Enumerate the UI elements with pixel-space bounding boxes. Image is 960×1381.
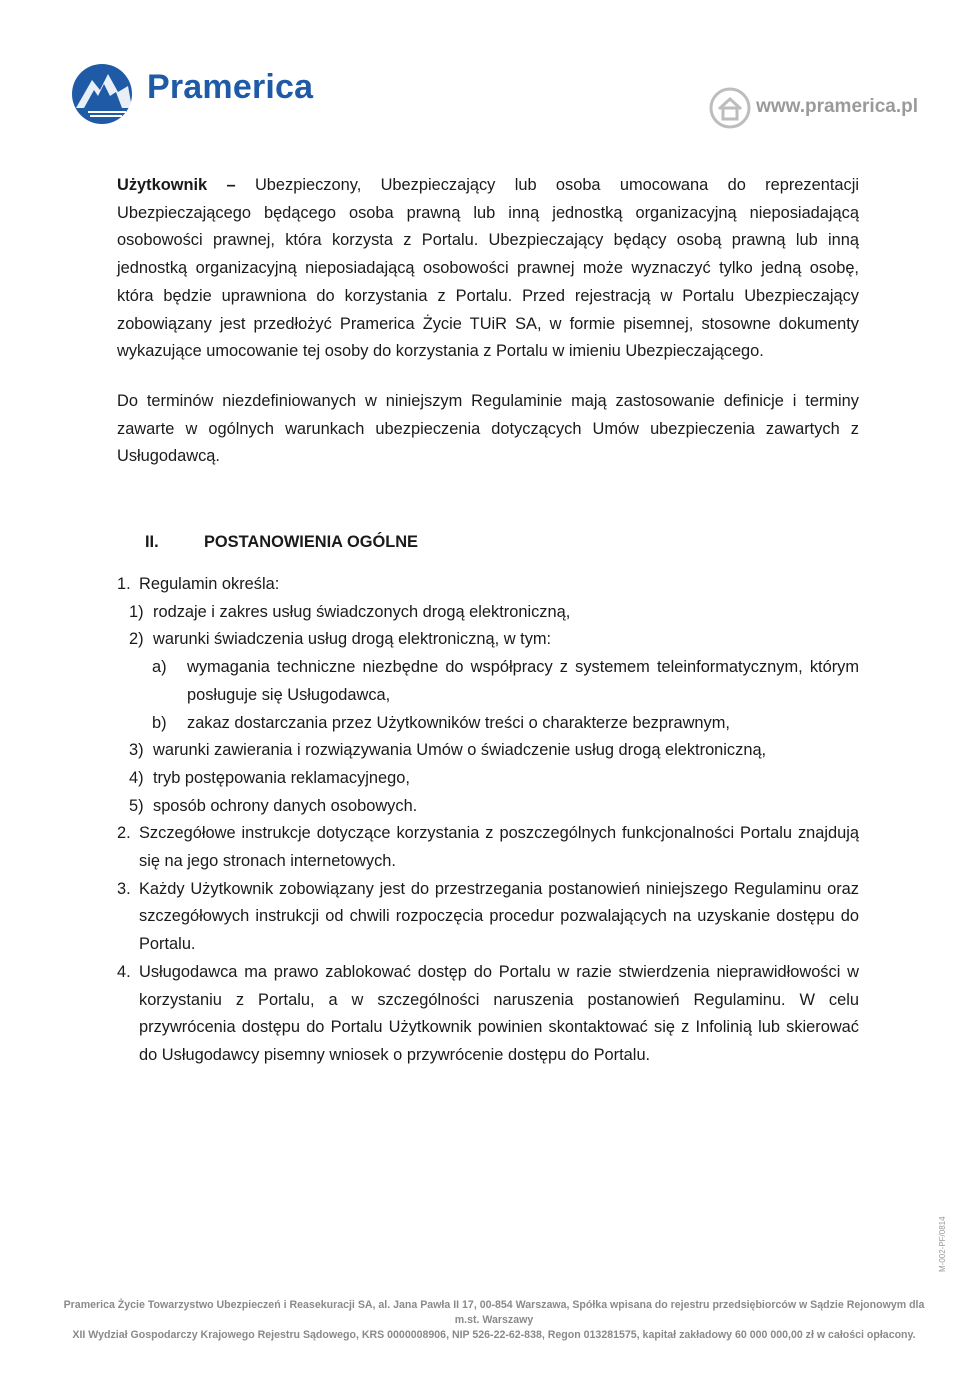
document-code: M-002-PF/0814 (938, 1216, 947, 1272)
sub-sub-item-letter: b) (152, 713, 167, 732)
sub-item-text: sposób ochrony danych osobowych. (153, 796, 418, 815)
sub-sub-item-b (117, 710, 859, 738)
website-url: www.pramerica.pl (756, 96, 918, 117)
sub-item-text: tryb postępowania reklamacyjnego, (153, 768, 410, 787)
footer-line-1: Pramerica Życie Towarzystwo Ubezpieczeń i Reasekuracji SA, al. Jana Pawła II 17, 00-854 Warszawa, Spółka wpisana do rejestru przedsiębiorców w Sądzie Rejonowym dla m.st. Warszawy (63, 1299, 925, 1326)
sub-item-number: 4) (129, 768, 144, 787)
sub-item-5 (117, 793, 859, 821)
sub-item-1 (117, 599, 859, 627)
sub-item-number: 1) (129, 602, 144, 621)
item-number: 3. (117, 879, 131, 898)
sub-item-text: rodzaje i zakres usług świadczonych drogą elektroniczną, (153, 602, 571, 621)
definition-term: Użytkownik (117, 176, 208, 194)
section-number: II. (145, 533, 159, 552)
sub-item-4 (117, 765, 859, 793)
section-heading (117, 529, 859, 571)
sub-item-2 (117, 626, 859, 654)
company-footer (56, 1298, 932, 1343)
list-item-3 (117, 876, 859, 959)
sub-item-text: warunki zawierania i rozwiązywania Umów o świadczenie usług drogą elektroniczną, (153, 741, 767, 760)
footer-line-2: XII Wydział Gospodarczy Krajowego Rejestru Sądowego, KRS 0000008906, NIP 526-22-62-838, Regon 013281575, kapitał zakładowy 60 000 000,00 zł w całości opłacony. (72, 1329, 916, 1341)
brand-name: Pramerica (147, 68, 314, 106)
sub-item-3 (117, 737, 859, 765)
list-item-2 (117, 820, 859, 875)
sub-sub-item-text: zakaz dostarczania przez Użytkowników treści o charakterze bezprawnym, (187, 713, 730, 732)
website-header (708, 86, 918, 130)
user-definition (117, 172, 859, 366)
sub-sub-item-a (117, 654, 859, 709)
definition-text: Ubezpieczony, Ubezpieczający lub osoba umocowana do reprezentacji Ubezpieczającego będącego osoba prawną lub inną jednostką organizacyjną nieposiadającą osobowości prawnej, która korzysta z Portalu. Ubezpieczający będący osobą prawną lub inną jednostką organizacyjną nieposiadającą osobowości prawnej może wyznaczyć tylko jedną osobę, która będzie uprawniona do korzystania z Portalu. Przed rejestracją w Portalu Ubezpieczający zobowiązany jest przedłożyć Pramerica Życie TUiR SA, w formie pisemnej, stosowne dokumenty wykazujące umocowanie tej osoby do korzystania z Portalu w imieniu Ubezpieczającego. (117, 176, 859, 361)
sub-sub-item-letter: a) (152, 658, 167, 677)
undefined-terms-paragraph: Do terminów niezdefiniowanych w niniejszym Regulaminie mają zastosowanie definicje i terminy zawarte w ogólnych warunkach ubezpieczenia dotyczących Umów ubezpieczenia zawartych z Usługodawcą. (117, 391, 859, 466)
document-body (117, 172, 859, 1070)
item-text: Każdy Użytkownik zobowiązany jest do przestrzegania postanowień niniejszego Regulaminu oraz szczegółowych instrukcji od chwili rozpoczęcia procedur pozwalających na uzyskanie dostępu do Portalu. (139, 879, 859, 954)
definition-dash: – (226, 176, 236, 194)
sub-item-text: warunki świadczenia usług drogą elektroniczną, w tym: (153, 630, 552, 649)
sub-item-number: 3) (129, 741, 144, 760)
sub-item-number: 5) (129, 796, 144, 815)
item-number: 2. (117, 824, 131, 843)
item-text: Szczegółowe instrukcje dotyczące korzystania z poszczególnych funkcjonalności Portalu znajdują się na jego stronach internetowych. (139, 824, 859, 871)
item-text: Regulamin określa: (139, 575, 280, 594)
item-text: Usługodawca ma prawo zablokować dostęp do Portalu w razie stwierdzenia nieprawidłowości w korzystaniu z Portalu, a w szczególności naruszenia postanowień Regulaminu. W celu przywrócenia dostępu do Portalu Użytkownik powinien skontaktować się z Infolinią lub skierować do Usługodawcy pisemny wniosek o przywrócenie dostępu do Portalu. (139, 962, 859, 1064)
sub-sub-item-text: wymagania techniczne niezbędne do współpracy z systemem teleinformatycznym, którym posługuje się Usługodawca, (187, 658, 859, 704)
list-item-1 (117, 571, 859, 599)
section-title: POSTANOWIENIA OGÓLNE (204, 533, 418, 552)
sub-item-number: 2) (129, 630, 144, 649)
list-item-4 (117, 959, 859, 1070)
house-icon (708, 86, 752, 130)
item-number: 1. (117, 575, 131, 594)
rock-logo-icon (70, 62, 140, 126)
provisions-list (117, 571, 859, 1070)
pramerica-logo (70, 62, 340, 126)
item-number: 4. (117, 962, 131, 981)
